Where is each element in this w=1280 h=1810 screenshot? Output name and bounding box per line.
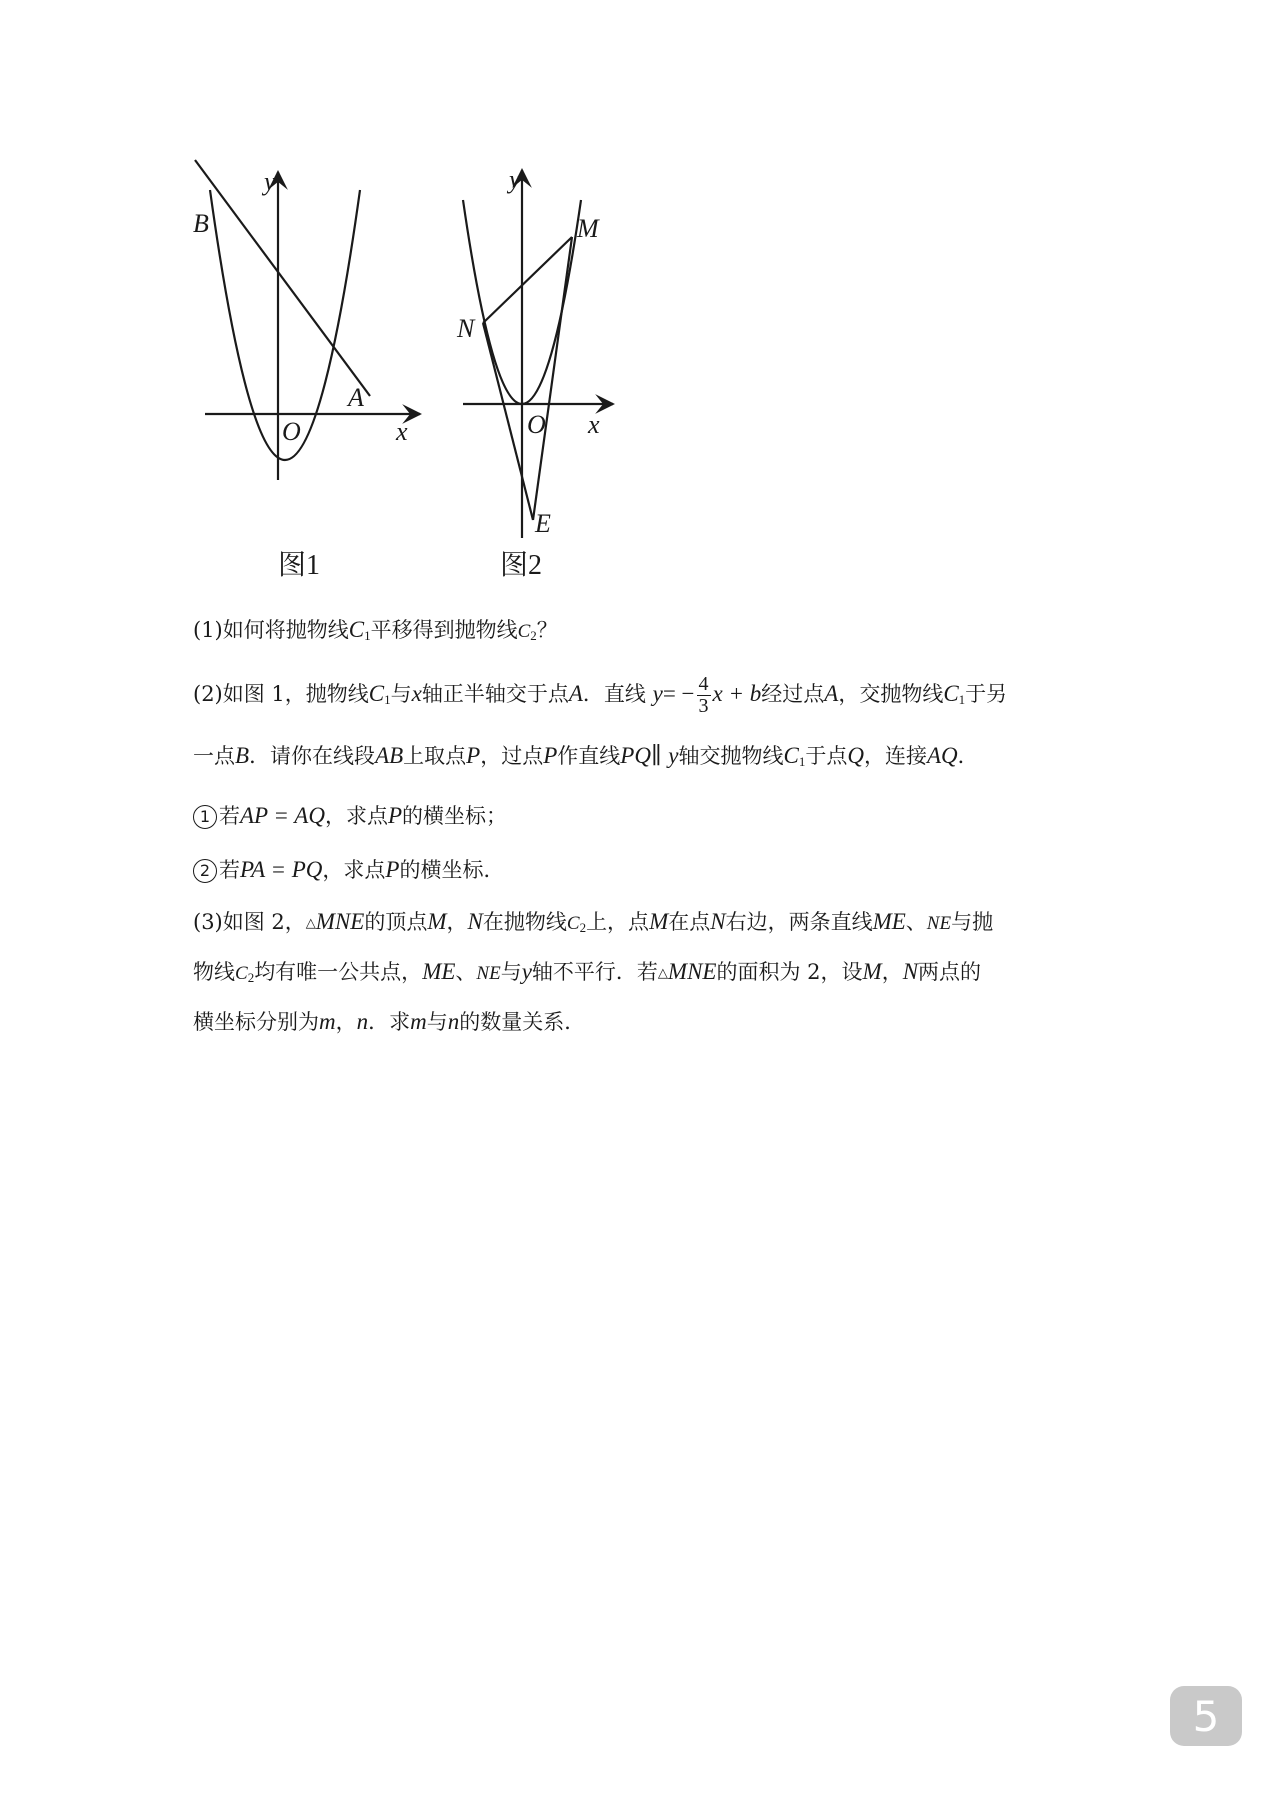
label-y: y <box>509 165 521 194</box>
question-1: (1)如何将抛物线$C_1$平移得到抛物线$C_2$？ <box>193 617 558 643</box>
question-2-line-2: 一点B．请你在线段AB上取点P，过点P作直线PQ∥ y轴交抛物线$C_1$于点Q，连接AQ． <box>193 743 979 769</box>
figure-1 <box>190 160 430 590</box>
sub-question-1: 1 若AP = AQ，求点P的横坐标； <box>193 800 507 832</box>
line-me <box>533 237 572 520</box>
sub-question-2: 2 若PA = PQ，求点P的横坐标． <box>193 854 504 886</box>
label-x: x <box>588 410 600 439</box>
question-3-line-2: 物线$C_2$均有唯一公共点，ME、NE与y轴不平行．若△MNE的面积为 2，设M，N两点的 <box>193 959 982 985</box>
figure-2 <box>455 160 625 590</box>
label-m: M <box>577 214 599 243</box>
label-x: x <box>396 417 408 446</box>
page-number-badge: 5 <box>1170 1686 1242 1746</box>
label-o: O <box>282 417 301 446</box>
label-y: y <box>264 167 276 196</box>
label-e: E <box>535 509 551 538</box>
figure-1-caption: 图1 <box>278 550 321 581</box>
question-3-line-3: 横坐标分别为m，n．求m与n的数量关系． <box>193 1009 586 1034</box>
label-b: B <box>193 209 209 238</box>
question-3-line-1: (3)如图 2，△MNE的顶点M，N在抛物线$C_2$上，点M在点N右边，两条直线ME、NE与抛 <box>193 909 994 935</box>
line-ne <box>483 323 533 520</box>
label-a: A <box>348 383 364 412</box>
figure-2-caption: 图2 <box>500 550 543 581</box>
line-mn <box>483 237 572 323</box>
fraction-4-3: $\frac{4}{3}$ <box>698 673 709 717</box>
label-n: N <box>457 314 475 343</box>
label-o: O <box>527 410 546 439</box>
question-2-line-1: (2)如图 1，抛物线$C_1$与x轴正半轴交于点A．直线 y= − $\frac{4}{3}$ x + b经过点A，交抛物线$C_1$于另 <box>193 673 1008 717</box>
line-ab <box>195 160 370 396</box>
